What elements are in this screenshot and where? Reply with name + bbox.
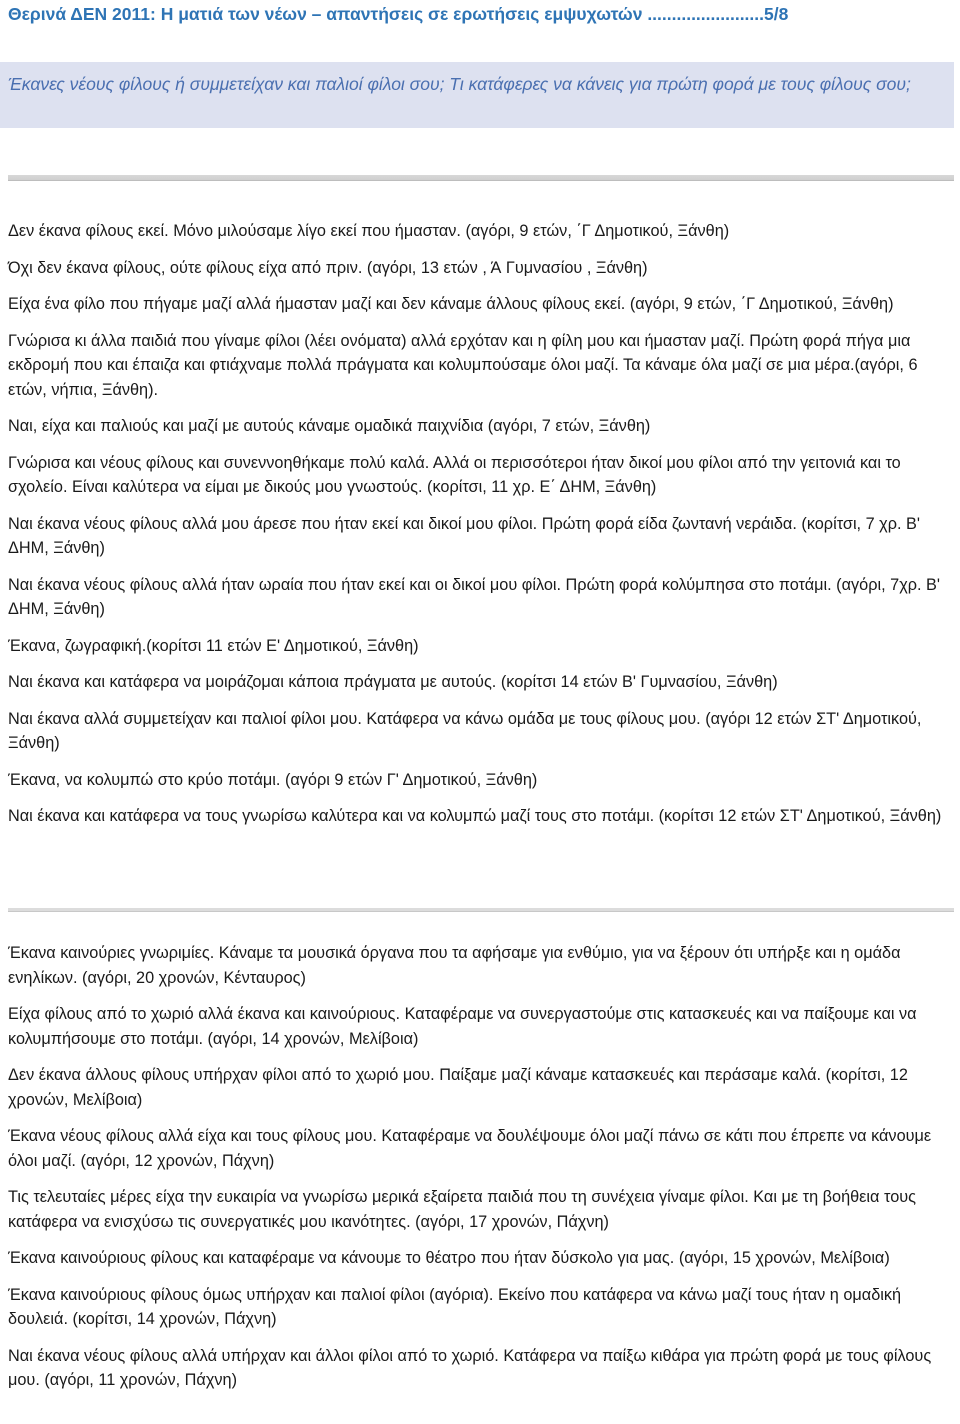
answer-paragraph: Έκανα, να κολυμπώ στο κρύο ποτάμι. (αγόρι 9 ετών Γ' Δημοτικού, Ξάνθη) [8, 770, 538, 789]
section-divider-top [8, 175, 954, 181]
header-leader-dots: ........................ [647, 4, 765, 24]
answer-paragraph: Είχα φίλους από το χωριό αλλά έκανα και καινούριους. Καταφέραμε να συνεργαστούμε στις κατασκευές και να παίξουμε και να κολυμπήσουμε στο ποτάμι. (αγόρι, 14 χρονών, Μελίβοια) [8, 1005, 917, 1048]
answer-paragraph: Ναι έκανα και κατάφερα να μοιράζομαι κάποια πράγματα με αυτούς. (κορίτσι 14 ετών Β' Γυμνασίου, Ξάνθη) [8, 673, 778, 691]
answer-paragraph: Ναι έκανα αλλά συμμετείχαν και παλιοί φίλοι μου. Κατάφερα να κάνω ομάδα με τους φίλους μου. (αγόρι 12 ετών ΣΤ' Δημοτικού, Ξάνθη) [8, 709, 922, 752]
answers-section-xanthi [8, 219, 954, 841]
answer-paragraph: Έκανα νέους φίλους αλλά είχα και τους φίλους μου. Καταφέραμε να δουλέψουμε όλοι μαζί πάνω σε κάτι που έπρεπε να κάνουμε όλοι μαζί. (αγόρι, 12 χρονών, Πάχνη) [8, 1127, 932, 1170]
answer-paragraph: Γνώρισα και νέους φίλους και συνεννοηθήκαμε πολύ καλά. Αλλά οι περισσότεροι ήταν δικοί μου φίλοι από την γειτονιά και το σχολείο. Είναι καλύτερα να είμαι με δικούς μου γνωστούς. (κορίτσι, 11 χρ. Ε΄ ΔΗΜ, Ξάνθη) [8, 453, 901, 496]
answer-paragraph: Έκανα καινούριους φίλους όμως υπήρχαν και παλιοί φίλοι (αγόρια). Εκείνο που κατάφερα να κάνω μαζί τους ήταν η ομαδική δουλειά. (κορίτσι, 14 χρονών, Πάχνη) [8, 1285, 902, 1328]
answer-paragraph: Έκανα καινούριους φίλους και καταφέραμε να κάνουμε το θέατρο που ήταν δύσκολο για μας. (αγόρι, 15 χρονών, Μελίβοια) [8, 1249, 890, 1267]
document-title: Θερινά ΔΕΝ 2011: Η ματιά των νέων – απαντήσεις σε ερωτήσεις εμψυχωτών [8, 4, 643, 24]
page-number: 5/8 [764, 4, 789, 24]
answers-section-other [8, 941, 954, 1405]
answer-paragraph: Έκανα, ζωγραφική.(κορίτσι 11 ετών Ε' Δημοτικού, Ξάνθη) [8, 636, 419, 655]
question-text: Έκανες νέους φίλους ή συμμετείχαν και παλιοί φίλοι σου; Τι κατάφερες να κάνεις για πρώτη φορά με τους φίλους σου; [8, 74, 911, 94]
answer-paragraph: Ναι έκανα νέους φίλους αλλά υπήρχαν και άλλοι φίλοι από το χωριό. Κατάφερα να παίξω κιθάρα για πρώτη φορά με τους φίλους μου. (αγόρι, 11 χρονών, Πάχνη) [8, 1346, 932, 1389]
document-header [8, 3, 952, 25]
section-divider-middle [8, 908, 954, 912]
answer-paragraph: Όχι δεν έκανα φίλους, ούτε φίλους είχα από πριν. (αγόρι, 13 ετών , Ά Γυμνασίου , Ξάνθη) [8, 258, 648, 277]
answer-paragraph: Ναι έκανα και κατάφερα να τους γνωρίσω καλύτερα και να κολυμπώ μαζί τους στο ποτάμι. (κορίτσι 12 ετών ΣΤ' Δημοτικού, Ξάνθη) [8, 807, 942, 825]
answer-paragraph: Γνώρισα κι άλλα παιδιά που γίναμε φίλοι (λέει ονόματα) αλλά ερχόταν και η φίλη μου και ήμασταν μαζί. Πρώτη φορά πήγα μια εκδρομή που και έπαιζα και φτιάχναμε πολλά πράγματα και κολυμπούσαμε όλοι μαζί. Τα κάναμε όλα μαζί σε μια μέρα.(αγόρι, 6 ετών, νήπια, Ξάνθη). [8, 331, 918, 399]
answer-paragraph: Ναι έκανα νέους φίλους αλλά μου άρεσε που ήταν εκεί και δικοί μου φίλοι. Πρώτη φορά είδα ζωντανή νεράιδα. (κορίτσι, 7 χρ. Β' ΔΗΜ, Ξάνθη) [8, 514, 921, 557]
answer-paragraph: Έκανα καινούριες γνωριμίες. Κάναμε τα μουσικά όργανα που τα αφήσαμε για ενθύμιο, για να ξέρουν ότι υπήρξε και η ομάδα ενηλίκων. (αγόρι, 20 χρονών, Κένταυρος) [8, 944, 901, 987]
answer-paragraph: Είχα ένα φίλο που πήγαμε μαζί αλλά ήμασταν μαζί και δεν κάναμε άλλους φίλους εκεί. (αγόρι, 9 ετών, ΄Γ Δημοτικού, Ξάνθη) [8, 295, 894, 313]
answer-paragraph: Δεν έκανα άλλους φίλους υπήρχαν φίλοι από το χωριό μου. Παίξαμε μαζί κάναμε κατασκευές και περάσαμε καλά. (κορίτσι, 12 χρονών, Μελίβοια) [8, 1066, 908, 1109]
answer-paragraph: Τις τελευταίες μέρες είχα την ευκαιρία να γνωρίσω μερικά εξαίρετα παιδιά που τη συνέχεια γίναμε φίλοι. Και με τη βοήθεια τους κατάφερα να ενισχύσω τις συνεργατικές μου ικανότητες. (αγόρι, 17 χρονών, Πάχνη) [8, 1188, 916, 1231]
answer-paragraph: Ναι έκανα νέους φίλους αλλά ήταν ωραία που ήταν εκεί και οι δικοί μου φίλοι. Πρώτη φορά κολύμπησα στο ποτάμι. (αγόρι, 7χρ. Β' ΔΗΜ, Ξάνθη) [8, 575, 941, 618]
answer-paragraph: Ναι, είχα και παλιούς και μαζί με αυτούς κάναμε ομαδικά παιχνίδια (αγόρι, 7 ετών, Ξάνθη) [8, 417, 651, 435]
answer-paragraph: Δεν έκανα φίλους εκεί. Μόνο μιλούσαμε λίγο εκεί που ήμασταν. (αγόρι, 9 ετών, ΄Γ Δημοτικού, Ξάνθη) [8, 222, 730, 240]
